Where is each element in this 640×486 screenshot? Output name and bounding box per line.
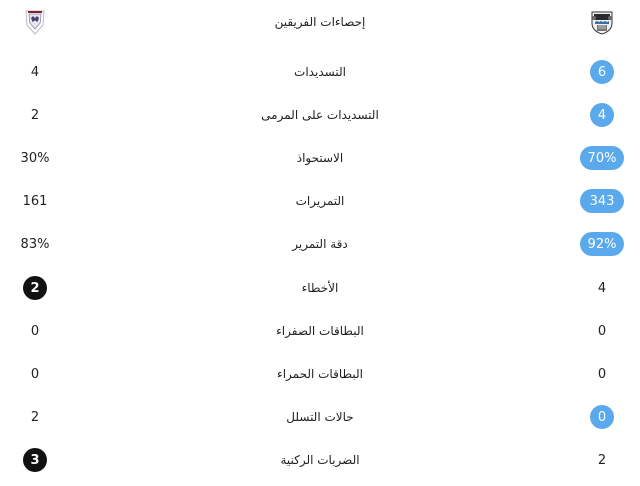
left-value-highlight: 2 xyxy=(23,276,47,300)
left-value: 0 xyxy=(30,366,40,382)
stat-label: البطاقات الصفراء xyxy=(276,324,364,338)
stat-row-passes xyxy=(0,183,640,219)
stat-label: التسديدات على المرمى xyxy=(261,108,379,122)
stat-row-pass-accuracy xyxy=(0,226,640,262)
right-value-highlight: 343 xyxy=(580,189,624,213)
stat-label: الاستحواذ xyxy=(296,151,344,165)
stat-label: التمريرات xyxy=(295,194,345,208)
qarabag-crest-icon xyxy=(0,4,70,40)
stats-header-row xyxy=(0,4,640,40)
left-value: 2 xyxy=(30,409,40,425)
stat-row-offsides xyxy=(0,399,640,435)
right-value: 4 xyxy=(597,280,607,296)
stat-row-red-cards xyxy=(0,356,640,392)
stat-label: حالات التسلل xyxy=(286,410,354,424)
stat-label: البطاقات الحمراء xyxy=(277,367,363,381)
page-title: إحصاءات الفريقين xyxy=(274,15,366,29)
right-value-highlight: 70% xyxy=(580,146,625,170)
left-value: 4 xyxy=(30,64,40,80)
stat-label: التسديدات xyxy=(294,65,346,79)
left-value: 161 xyxy=(22,193,48,209)
stat-row-shots-on-target xyxy=(0,97,640,133)
left-value: 30% xyxy=(20,150,50,166)
right-value: 2 xyxy=(597,452,607,468)
right-value: 0 xyxy=(597,366,607,382)
left-value: 0 xyxy=(30,323,40,339)
right-value-highlight: 92% xyxy=(580,232,625,256)
stat-row-yellow-cards xyxy=(0,313,640,349)
left-value-highlight: 3 xyxy=(23,448,47,472)
stat-label: الأخطاء xyxy=(301,281,339,295)
stat-label: الضربات الركنية xyxy=(280,453,360,467)
right-value-highlight: 0 xyxy=(590,405,614,429)
stat-row-fouls xyxy=(0,270,640,306)
right-value-highlight: 4 xyxy=(590,103,614,127)
right-value-highlight: 6 xyxy=(590,60,614,84)
left-value: 2 xyxy=(30,107,40,123)
right-value: 0 xyxy=(597,323,607,339)
stat-label: دقة التمرير xyxy=(292,237,348,251)
newcastle-crest-icon xyxy=(564,4,640,40)
left-value: 83% xyxy=(20,236,50,252)
stat-row-corners xyxy=(0,442,640,478)
stat-row-shots xyxy=(0,54,640,90)
stat-row-possession xyxy=(0,140,640,176)
